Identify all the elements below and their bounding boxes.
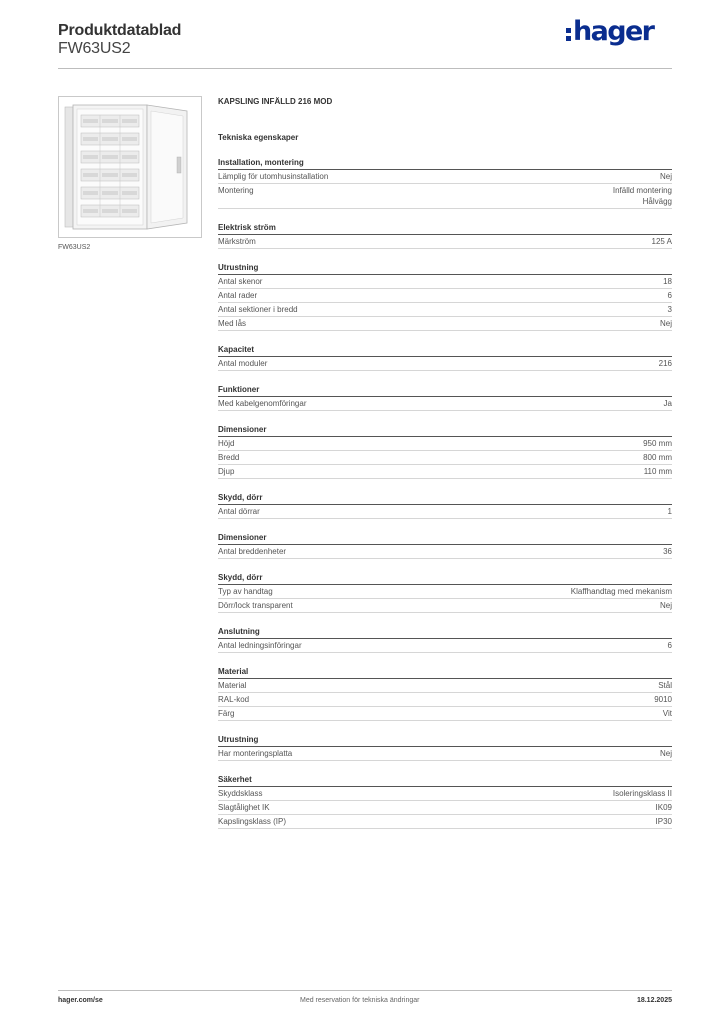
spec-section [218, 157, 672, 209]
spec-sections [218, 157, 672, 829]
spec-value: Nej [659, 749, 672, 758]
spec-row [218, 639, 672, 653]
spec-value: 950 mm [643, 439, 672, 448]
spec-label: Antal ledningsinföringar [218, 641, 302, 650]
spec-label: Färg [218, 709, 235, 718]
section-title: Skydd, dörr [218, 492, 672, 505]
spec-value: 110 mm [643, 467, 672, 476]
spec-row [218, 184, 672, 209]
spec-section [218, 262, 672, 331]
spec-row [218, 451, 672, 465]
spec-label: Antal skenor [218, 277, 263, 286]
spec-label: Antal sektioner i bredd [218, 305, 298, 314]
enclosure-illustration-icon [59, 97, 201, 237]
spec-section [218, 734, 672, 761]
spec-row [218, 801, 672, 815]
document-title: Produktdatablad [58, 22, 182, 39]
section-title: Dimensioner [218, 532, 672, 545]
spec-value: Vit [662, 709, 672, 718]
spec-value: 1 [667, 507, 672, 516]
spec-row [218, 815, 672, 829]
spec-label: Kapslingsklass (IP) [218, 817, 287, 826]
spec-row [218, 275, 672, 289]
spec-row [218, 303, 672, 317]
spec-row [218, 235, 672, 249]
spec-value: Ja [663, 399, 672, 408]
spec-label: Lämplig för utomhusinstallation [218, 172, 329, 181]
spec-value: 18 [663, 277, 672, 286]
spec-row [218, 397, 672, 411]
spec-label: Märkström [218, 237, 256, 246]
spec-row [218, 545, 672, 559]
footer-note: Med reservation för tekniska ändringar [300, 997, 420, 1004]
spec-label: Bredd [218, 453, 240, 462]
section-title: Anslutning [218, 626, 672, 639]
spec-value: 216 [658, 359, 672, 368]
spec-row [218, 505, 672, 519]
spec-row [218, 747, 672, 761]
spec-section [218, 222, 672, 249]
section-title: Elektrisk ström [218, 222, 672, 235]
spec-row [218, 465, 672, 479]
footer-website: hager.com/se [58, 997, 103, 1004]
spec-section [218, 384, 672, 411]
spec-row [218, 707, 672, 721]
spec-value: IK09 [655, 803, 672, 812]
spec-label: Montering [218, 186, 254, 195]
product-code: FW63US2 [58, 40, 131, 57]
spec-label: Antal moduler [218, 359, 268, 368]
section-title: Dimensioner [218, 424, 672, 437]
section-title: Material [218, 666, 672, 679]
spec-label: Höjd [218, 439, 235, 448]
spec-row [218, 437, 672, 451]
spec-value: Isoleringsklass II [612, 789, 672, 798]
spec-section [218, 344, 672, 371]
section-title: Utrustning [218, 734, 672, 747]
spec-label: Antal breddenheter [218, 547, 287, 556]
spec-value: 3 [667, 305, 672, 314]
spec-section [218, 492, 672, 519]
spec-label: Slagtålighet IK [218, 803, 270, 812]
footer-date: 18.12.2025 [636, 997, 672, 1004]
spec-row [218, 357, 672, 371]
tech-heading: Tekniska egenskaper [218, 133, 299, 142]
spec-row [218, 787, 672, 801]
spec-value: 800 mm [643, 453, 672, 462]
spec-row [218, 679, 672, 693]
section-title: Kapacitet [218, 344, 672, 357]
spec-label: Antal rader [218, 291, 258, 300]
spec-value: 9010 [654, 695, 672, 704]
spec-label: Med kabelgenomföringar [218, 399, 307, 408]
spec-value: Nej [659, 319, 672, 328]
spec-label: Material [218, 681, 247, 690]
spec-section [218, 626, 672, 653]
spec-section [218, 666, 672, 721]
product-image [58, 96, 202, 238]
spec-section [218, 532, 672, 559]
spec-row [218, 170, 672, 184]
logo-dots-icon [566, 28, 571, 41]
spec-row [218, 693, 672, 707]
spec-row [218, 317, 672, 331]
spec-value: Nej [659, 172, 672, 181]
spec-label: Har monteringsplatta [218, 749, 293, 758]
spec-row [218, 289, 672, 303]
footer-divider [58, 990, 672, 991]
section-title: Utrustning [218, 262, 672, 275]
spec-label: Djup [218, 467, 235, 476]
spec-value: 125 A [651, 237, 672, 246]
spec-row [218, 599, 672, 613]
section-title: Installation, montering [218, 157, 672, 170]
image-caption: FW63US2 [58, 244, 91, 251]
spec-value: Infälld montering Hålvägg [612, 186, 672, 206]
spec-value: IP30 [655, 817, 672, 826]
spec-value: Klaffhandtag med mekanism [570, 587, 672, 596]
section-title: Säkerhet [218, 774, 672, 787]
spec-label: Antal dörrar [218, 507, 260, 516]
product-name: KAPSLING INFÄLLD 216 MOD [218, 97, 333, 106]
spec-row [218, 585, 672, 599]
hager-logo [566, 14, 653, 48]
section-title: Skydd, dörr [218, 572, 672, 585]
logo-text: hager [573, 15, 654, 47]
spec-section [218, 774, 672, 829]
spec-content [218, 96, 672, 842]
section-title: Funktioner [218, 384, 672, 397]
spec-value: 6 [667, 291, 672, 300]
spec-value: 36 [663, 547, 672, 556]
spec-label: Skyddsklass [218, 789, 263, 798]
header-divider [58, 68, 672, 69]
spec-value: Nej [659, 601, 672, 610]
spec-label: Dörr/lock transparent [218, 601, 293, 610]
spec-label: Typ av handtag [218, 587, 273, 596]
spec-value: Stål [658, 681, 672, 690]
spec-section [218, 572, 672, 613]
spec-label: Med lås [218, 319, 247, 328]
spec-section [218, 424, 672, 479]
spec-value: 6 [667, 641, 672, 650]
spec-label: RAL-kod [218, 695, 250, 704]
